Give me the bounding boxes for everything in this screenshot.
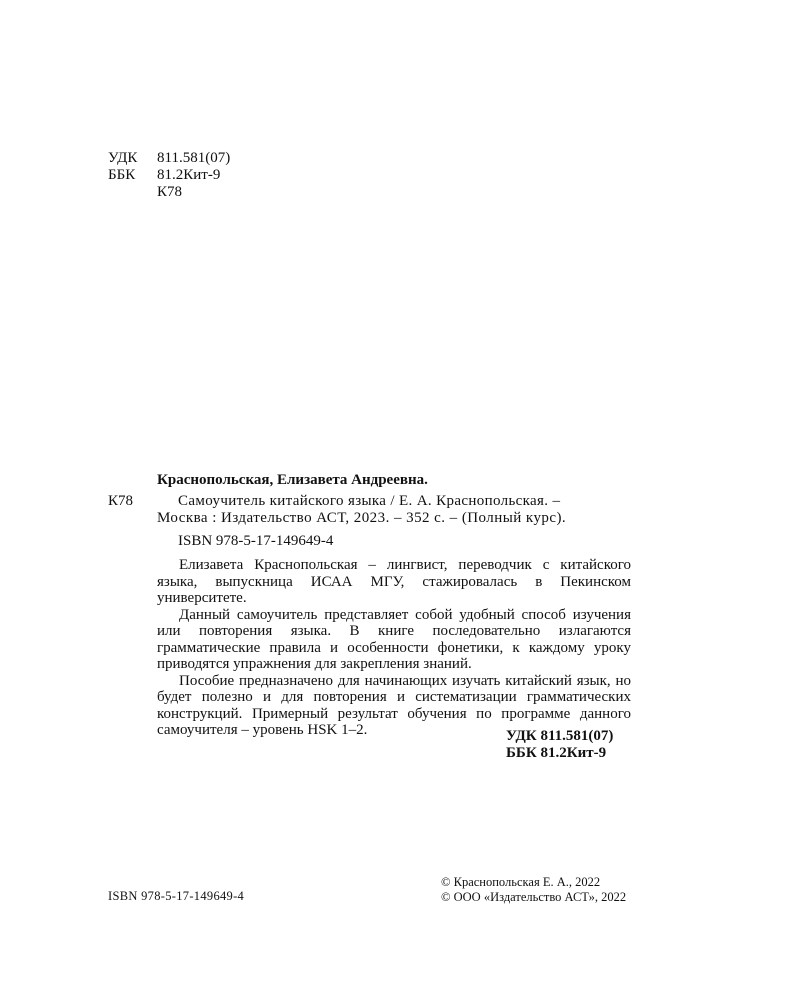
record-author-mark: К78 <box>108 493 134 509</box>
record-description-line1: Самоучитель китайского языка / Е. А. Краснопольская. – <box>178 493 561 509</box>
classification-udk-bottom: УДК 811.581(07) <box>506 728 614 744</box>
record-description-line2: Москва : Издательство АСТ, 2023. – 352 с. – (Полный курс). <box>157 510 567 526</box>
record-isbn: ISBN 978-5-17-149649-4 <box>178 533 334 549</box>
annotation-paragraph-3: Пособие предназначено для начинающих изучать китайский язык, но будет полезно и для повторения и систематизации грамматических конструкций. Примерный результат обучения по программе данного самоучителя – уровень HSK 1–2. <box>157 672 631 738</box>
record-heading: Краснопольская, Елизавета Андреевна. <box>157 472 428 488</box>
annotation-paragraph-2: Данный самоучитель представляет собой удобный способ изучения или повторения языка. В книге последовательно излагаются грамматические правила и особенности фонетики, к каждому уроку приводятся упражнения для закрепления знаний. <box>157 606 631 672</box>
udk-label: УДК <box>108 150 138 166</box>
copyright-publisher: © ООО «Издательство АСТ», 2022 <box>441 890 627 904</box>
udk-code: 811.581(07) <box>157 150 231 166</box>
bbk-label: ББК <box>108 167 136 183</box>
author-mark-top-text: К78 <box>157 184 183 200</box>
classification-bbk-bottom: ББК 81.2Кит-9 <box>506 745 607 761</box>
bbk-code: 81.2Кит-9 <box>157 167 221 183</box>
footer-isbn: ISBN 978-5-17-149649-4 <box>108 889 245 903</box>
annotation <box>157 557 631 739</box>
copyright-author: © Краснопольская Е. А., 2022 <box>441 875 601 889</box>
annotation-paragraph-1: Елизавета Краснопольская – лингвист, переводчик с китайского языка, выпускница ИСАА МГУ, стажировалась в Пекинском университете. <box>157 557 631 606</box>
